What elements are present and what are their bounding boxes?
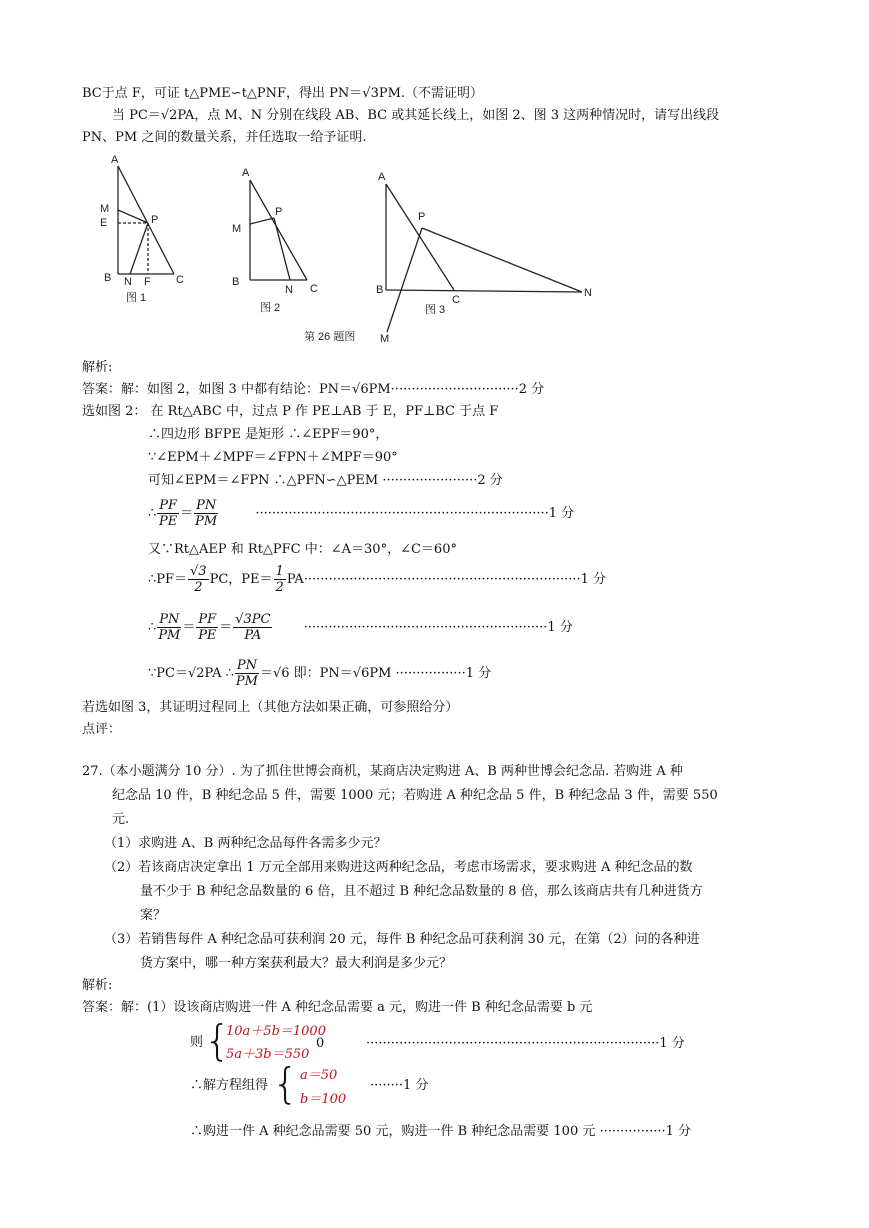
label-C: C bbox=[452, 294, 460, 306]
therefore-symbol: ∴ bbox=[148, 506, 157, 521]
equation: 10a＋5b＝1000 bbox=[226, 1024, 326, 1039]
denominator: PM bbox=[158, 628, 181, 643]
denominator: PM bbox=[195, 514, 218, 529]
solution-line: 选如图 2： 在 Rt△ABC 中，过点 P 作 PE⊥AB 于 E，PF⊥BC 于点 F bbox=[82, 404, 499, 419]
fraction-line: ∴ $\frac{PN}{PM}$ ＝ $\frac{PF}{PE}$ ＝ $\frac{√3PC}{PA}$ ···························································1 分 bbox=[148, 612, 573, 643]
label-M: M bbox=[232, 223, 242, 235]
label-C: C bbox=[176, 274, 184, 286]
question-line: （3）若销售每件 A 种纪念品可获利润 20 元，每件 B 种纪念品可获利润 30 元，在第（2）问的各种进 bbox=[104, 932, 700, 947]
equation: 5a＋3b＝550 bbox=[226, 1047, 310, 1062]
fraction bbox=[274, 564, 286, 595]
text: ∴PF＝ bbox=[148, 572, 188, 587]
answer-line: 答案：解：如图 2，如图 3 中都有结论：PN＝√6PM·······························2 分 bbox=[82, 382, 545, 397]
denominator: 2 bbox=[194, 580, 203, 595]
numerator: √3 bbox=[190, 564, 207, 579]
figure-title: 第 26 题图 bbox=[304, 331, 356, 343]
solution-value: b＝100 bbox=[300, 1092, 347, 1107]
denominator: 2 bbox=[275, 580, 284, 595]
fraction bbox=[196, 612, 218, 643]
fraction-line bbox=[148, 658, 491, 690]
fraction bbox=[157, 498, 179, 529]
score-dots: PA···································································1 分 bbox=[286, 572, 607, 587]
numerator: PN bbox=[196, 498, 217, 513]
conclusion-line: ∴购进一件 A 种纪念品需要 50 元，购进一件 B 种纪念品需要 100 元 ················1 分 bbox=[190, 1124, 692, 1139]
numerator: PF bbox=[159, 498, 178, 513]
text-line: 当 PC＝√2PA，点 M、N 分别在线段 AB、BC 或其延长线上，如图 2、图 3 这两种情况时，请写出线段 bbox=[112, 108, 720, 123]
fraction bbox=[235, 658, 259, 689]
answer-line: 答案：解：(1）设该商店购进一件 A 种纪念品需要 a 元，购进一件 B 种纪念品需要 b 元 bbox=[82, 1000, 593, 1015]
solution-line: 若选如图 3，其证明过程同上（其他方法如果正确，可参照给分） bbox=[82, 700, 459, 715]
jiexi-label: 解析: bbox=[82, 360, 113, 375]
figure-2-caption: 图 2 bbox=[260, 302, 281, 314]
comment-label: 点评： bbox=[82, 722, 122, 737]
figure-3-caption: 图 3 bbox=[425, 304, 446, 316]
fraction bbox=[188, 564, 209, 595]
label-P: P bbox=[151, 214, 159, 226]
score-dots: ·······································································1 分 bbox=[255, 506, 575, 521]
therefore-symbol: ∴ bbox=[148, 620, 157, 635]
denominator: PE bbox=[159, 514, 178, 529]
question-line: （2）若该商店决定拿出 1 万元全部用来购进这两种纪念品，考虑市场需求，要求购进 A 种纪念品的数 bbox=[104, 860, 693, 875]
numerator: PN bbox=[159, 612, 180, 627]
label-M: M bbox=[100, 203, 110, 215]
label-E: E bbox=[100, 217, 108, 229]
question-line: 量不少于 B 种纪念品数量的 6 倍，且不超过 B 种纪念品数量的 8 倍，那么该商店共有几种进货方 bbox=[140, 884, 703, 899]
numerator: PN bbox=[236, 658, 257, 673]
figure-1 bbox=[118, 166, 174, 274]
brace-icon: { bbox=[272, 1059, 299, 1108]
brace-icon: { bbox=[204, 1016, 231, 1065]
text: 0 bbox=[316, 1036, 325, 1051]
figure-3 bbox=[386, 184, 582, 332]
question-line: 案？ bbox=[140, 908, 167, 923]
label-A: A bbox=[111, 154, 119, 166]
then-label: 则 bbox=[190, 1035, 204, 1050]
figure-1-caption: 图 1 bbox=[126, 292, 147, 304]
solve-label: ∴解方程组得 bbox=[190, 1078, 269, 1093]
fraction bbox=[233, 612, 272, 643]
denominator: PE bbox=[198, 628, 217, 643]
denominator: PM bbox=[235, 674, 258, 689]
fraction-line bbox=[148, 564, 606, 596]
question-line: 27.（本小题满分 10 分）. 为了抓住世博会商机，某商店决定购进 A、B 两种世博会纪念品. 若购进 A 种 bbox=[82, 764, 683, 779]
solution-line: ∴四边形 BFPE 是矩形 ∴∠EPF＝90°， bbox=[148, 427, 389, 442]
fraction bbox=[157, 612, 181, 643]
label-N: N bbox=[584, 287, 592, 299]
label-P: P bbox=[418, 211, 426, 223]
question-line: 纪念品 10 件，B 种纪念品 5 件，需要 1000 元；若购进 A 种纪念品 5 件，B 种纪念品 3 件，需要 550 bbox=[112, 788, 718, 803]
solution-value: a＝50 bbox=[300, 1068, 338, 1083]
text: ∵PC＝√2PA ∴ bbox=[148, 666, 234, 681]
text: ＝√6 即：PN＝√6PM ·················1 分 bbox=[260, 666, 492, 681]
label-P: P bbox=[275, 206, 283, 218]
text: PC，PE＝ bbox=[209, 572, 273, 587]
solution-line: ∵∠EPM＋∠MPF＝∠FPN＋∠MPF＝90° bbox=[148, 450, 398, 465]
fraction-line: ∴ $\frac{PF}{PE}$ ＝ $\frac{PN}{PM}$ ·······································································1 分 bbox=[148, 498, 575, 529]
label-N: N bbox=[285, 284, 293, 296]
solution-line: 可知∠EPM＝∠FPN ∴△PFN∽△PEM ·······················2 分 bbox=[148, 473, 503, 488]
label-A: A bbox=[242, 167, 250, 179]
label-N: N bbox=[124, 276, 132, 288]
label-B: B bbox=[104, 272, 112, 284]
score-dots: ···························································1 分 bbox=[303, 620, 573, 635]
question-line: 货方案中，哪一种方案获利最大？最大利润是多少元？ bbox=[140, 956, 453, 971]
numerator: PF bbox=[198, 612, 217, 627]
figure-group bbox=[82, 154, 642, 350]
text-line: PN、PM 之间的数量关系，并任选取一给予证明. bbox=[82, 130, 367, 145]
numerator: √3PC bbox=[235, 612, 271, 627]
question-line: （1）求购进 A、B 两种纪念品每件各需多少元？ bbox=[104, 836, 387, 851]
jiexi-label: 解析: bbox=[82, 978, 113, 993]
solution-line: 又∵Rt△AEP 和 Rt△PFC 中：∠A＝30°，∠C＝60° bbox=[148, 542, 457, 557]
score-dots: ········1 分 bbox=[370, 1078, 429, 1093]
label-B: B bbox=[232, 276, 240, 288]
numerator: 1 bbox=[275, 564, 284, 579]
score-dots: ·······································································1 分 bbox=[366, 1036, 685, 1051]
denominator: PA bbox=[244, 628, 262, 643]
label-M: M bbox=[380, 333, 390, 345]
label-B: B bbox=[376, 284, 384, 296]
label-F: F bbox=[144, 276, 151, 288]
label-C: C bbox=[310, 283, 318, 295]
fraction bbox=[194, 498, 218, 529]
question-line: 元. bbox=[112, 812, 130, 827]
label-A: A bbox=[378, 171, 386, 183]
figure-2 bbox=[250, 180, 307, 280]
text-line: BC于点 F，可证 t△PME∽t△PNF，得出 PN＝√3PM.（不需证明） bbox=[82, 86, 484, 101]
